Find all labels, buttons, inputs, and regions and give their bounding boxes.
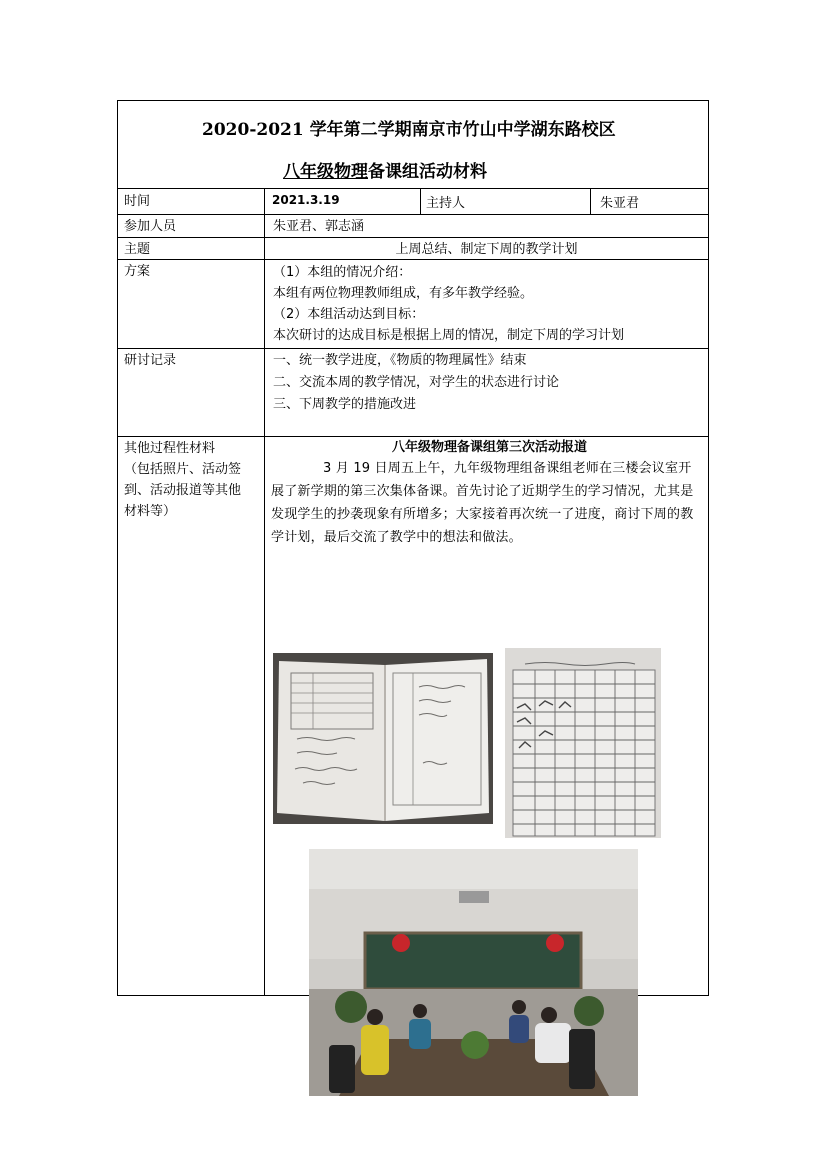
participants-value: 朱亚君、郭志涵 xyxy=(273,219,365,234)
record-label: 研讨记录 xyxy=(118,349,265,436)
other-label-line: 到、活动报道等其他 xyxy=(124,483,242,498)
title-block xyxy=(118,101,708,189)
subtitle-rest: 备课组活动材料 xyxy=(368,162,487,182)
record-line: 三、下周教学的措施改进 xyxy=(273,397,417,412)
row-record xyxy=(118,349,708,437)
document-title: 2020-2021 学年第二学期南京市竹山中学湖东路校区 xyxy=(202,120,616,140)
meeting-room-image xyxy=(309,849,638,1096)
other-label xyxy=(118,437,265,995)
report-text: 3 月 19 日周五上午，九年级物理组备课组老师在三楼会议室开展了新学期的第三次集体备课。首先讨论了近期学生的学习情况，尤其是发现学生的抄袭现象有所增多；大家接着再次统一了进度，商讨下周的教学计划，最后交流了教学中的想法和做法。 xyxy=(271,461,694,545)
other-label-line: 材料等） xyxy=(124,504,177,519)
topic-value: 上周总结、制定下周的教学计划 xyxy=(395,242,578,257)
row-participants xyxy=(118,215,708,238)
photo-sign-sheet xyxy=(505,648,661,838)
row-other-materials xyxy=(118,437,708,995)
subtitle-underlined: 八年级物理 xyxy=(283,162,368,182)
plan-line: （2）本组活动达到目标： xyxy=(273,307,425,322)
record-content xyxy=(265,349,708,437)
document-subtitle xyxy=(283,157,487,182)
row-plan xyxy=(118,260,708,349)
participants-label: 参加人员 xyxy=(118,215,265,237)
other-label-line: 其他过程性材料 xyxy=(124,441,216,456)
photo-meeting-room xyxy=(309,849,638,1096)
row-topic xyxy=(118,238,708,260)
time-label: 时间 xyxy=(118,188,265,214)
host-label: 主持人 xyxy=(426,196,466,211)
record-line: 二、交流本周的教学情况，对学生的状态进行讨论 xyxy=(273,375,560,390)
report-title: 八年级物理备课组第三次活动报道 xyxy=(391,440,587,455)
other-label-line: （包括照片、活动签 xyxy=(124,462,242,477)
plan-line: （1）本组的情况介绍： xyxy=(273,265,412,280)
sign-sheet-image xyxy=(505,648,661,838)
plan-label: 方案 xyxy=(118,260,265,348)
activity-record-table xyxy=(117,100,709,996)
host-value: 朱亚君 xyxy=(600,196,640,211)
record-line: 一、统一教学进度，《物质的物理属性》结束 xyxy=(273,353,527,368)
topic-label: 主题 xyxy=(118,238,265,259)
photo-notebook xyxy=(273,653,493,824)
row-time xyxy=(118,188,708,215)
notebook-image xyxy=(273,653,493,824)
time-value: 2021.3.19 xyxy=(272,193,340,207)
plan-content xyxy=(265,260,708,350)
plan-line: 本组有两位物理教师组成，有多年教学经验。 xyxy=(273,286,534,301)
plan-line: 本次研讨的达成目标是根据上周的情况，制定下周的学习计划 xyxy=(273,328,625,343)
